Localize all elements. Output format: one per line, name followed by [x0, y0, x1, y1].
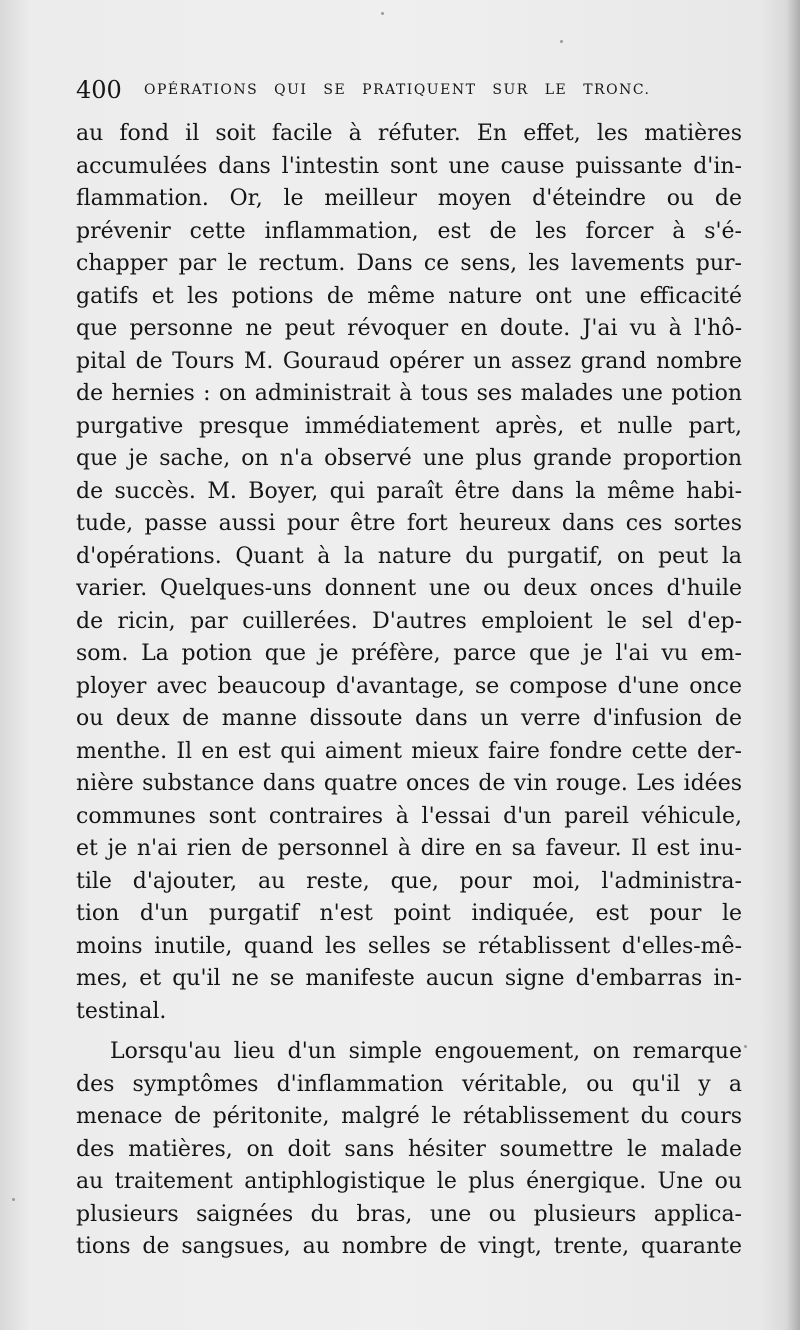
text-line: au fond il soit facile à réfuter. En effet, les matières	[76, 121, 742, 146]
text-line: pital de Tours M. Gouraud opérer un assez grand nombre	[76, 348, 742, 374]
text-line: gatifs et les potions de même nature ont une efficacité	[76, 283, 742, 309]
text-line: de succès. M. Boyer, qui paraît être dans la même habi-	[76, 478, 742, 504]
paragraph-1	[76, 118, 742, 1028]
text-line: au traitement antiphlogistique le plus énergique. Une ou	[76, 1169, 742, 1194]
text-line: de hernies : on administrait à tous ses malades une potion	[76, 381, 742, 406]
text-line: chapper par le rectum. Dans ce sens, les lavements pur-	[76, 251, 742, 276]
text-line: menace de péritonite, malgré le rétablissement du cours	[76, 1104, 742, 1129]
text-line: varier. Quelques-uns donnent une ou deux onces d'huile	[76, 576, 742, 601]
text-line: som. La potion que je préfère, parce que je l'ai vu em-	[76, 641, 742, 666]
text-line: tions de sangsues, au nombre de vingt, trente, quarante	[76, 1234, 742, 1259]
paper-speck	[744, 1045, 747, 1048]
text-line: accumulées dans l'intestin sont une cause puissante d'in-	[76, 153, 742, 179]
text-line: mes, et qu'il ne se manifeste aucun signe d'embarras in-	[76, 966, 742, 991]
text-line: purgative presque immédiatement après, et nulle part,	[76, 413, 742, 439]
text-line: moins inutile, quand les selles se rétablissent d'elles-mê-	[76, 933, 742, 959]
paper-speck	[560, 40, 563, 43]
page-number: 400	[76, 76, 122, 104]
paragraph-2	[76, 1036, 742, 1264]
text-line: Lorsqu'au lieu d'un simple engouement, on remarque	[110, 1039, 742, 1064]
text-line: testinal.	[76, 998, 167, 1024]
page-edge-shadow	[786, 0, 800, 1330]
text-line: et je n'ai rien de personnel à dire en sa faveur. Il est inu-	[76, 836, 742, 861]
text-line: menthe. Il en est qui aiment mieux faire fondre cette der-	[76, 738, 742, 764]
text-line: des symptômes d'inflammation véritable, ou qu'il y a	[76, 1071, 742, 1097]
text-line: de ricin, par cuillerées. D'autres emploient le sel d'ep-	[76, 608, 742, 634]
text-line: que je sache, on n'a observé une plus grande proportion	[76, 446, 742, 471]
text-line: prévenir cette inflammation, est de les forcer à s'é-	[76, 218, 742, 244]
text-line: nière substance dans quatre onces de vin rouge. Les idées	[76, 771, 742, 796]
paper-speck	[12, 1198, 15, 1201]
text-line: flammation. Or, le meilleur moyen d'éteindre ou de	[76, 186, 742, 211]
text-line: tile d'ajouter, au reste, que, pour moi, l'administra-	[76, 868, 742, 894]
page-header	[76, 74, 700, 106]
text-line: ployer avec beaucoup d'avantage, se compose d'une once	[76, 673, 742, 699]
paper-speck	[381, 12, 384, 15]
body-text	[76, 118, 742, 1264]
text-line: tude, passe aussi pour être fort heureux dans ces sortes	[76, 511, 742, 536]
text-line: des matières, on doit sans hésiter soumettre le malade	[76, 1136, 742, 1162]
text-line: d'opérations. Quant à la nature du purgatif, on peut la	[76, 543, 742, 569]
text-line: ou deux de manne dissoute dans un verre d'infusion de	[76, 706, 742, 731]
text-line: plusieurs saignées du bras, une ou plusieurs applica-	[76, 1201, 742, 1227]
text-line: communes sont contraires à l'essai d'un pareil véhicule,	[76, 803, 742, 829]
text-line: tion d'un purgatif n'est point indiquée, est pour le	[76, 901, 742, 926]
running-head: OPÉRATIONS QUI SE PRATIQUENT SUR LE TRONC.	[144, 82, 651, 98]
text-line: que personne ne peut révoquer en doute. J'ai vu à l'hô-	[76, 316, 742, 341]
paragraph-gap	[76, 1028, 742, 1036]
